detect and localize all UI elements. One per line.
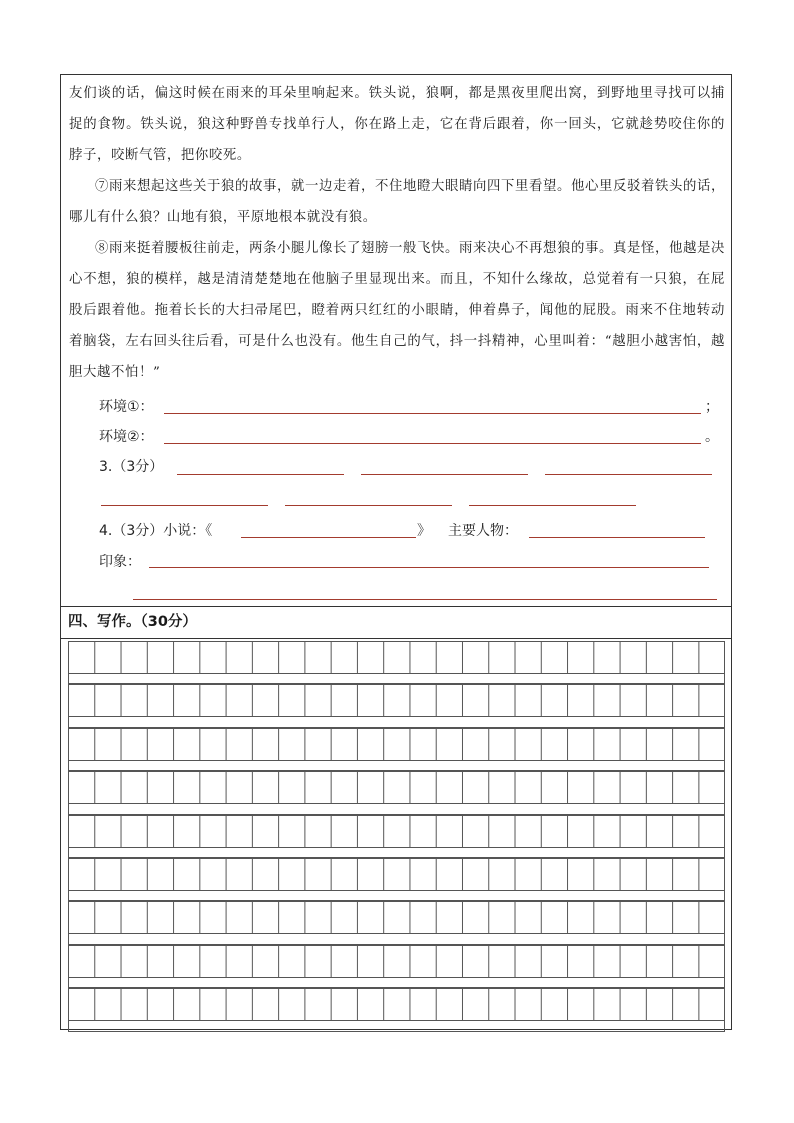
q4-label: 4.（3分）小说：《	[99, 523, 213, 539]
q3-answer-line-4[interactable]	[101, 505, 268, 506]
writing-grid-row[interactable]	[68, 728, 725, 771]
q3-label: 3.（3分）	[99, 459, 164, 475]
q4-person-label: 主要人物：	[448, 523, 518, 539]
writing-grid-spacer	[68, 674, 725, 684]
writing-grid-spacer	[68, 891, 725, 901]
writing-grid-cells[interactable]	[68, 945, 725, 978]
writing-grid-cells[interactable]	[68, 858, 725, 891]
writing-grid-row[interactable]	[68, 901, 725, 944]
writing-grid-row[interactable]	[68, 771, 725, 814]
passage-paragraph-6: 友们谈的话，偏这时候在雨来的耳朵里响起来。铁头说，狼啊，都是黑夜里爬出窝，到野地里寻找可以捕捉的食物。铁头说，狼这种野兽专找单行人，你在路上走，它在背后跟着，你一回头，它就趁势咬住你的脖子，咬断气管，把你咬死。	[69, 86, 725, 163]
q4-impression-label: 印象：	[99, 554, 141, 570]
env2-label: 环境②：	[99, 429, 154, 445]
writing-grid-row[interactable]	[68, 815, 725, 858]
writing-grid-row[interactable]	[68, 858, 725, 901]
q3-answer-line-5[interactable]	[285, 505, 452, 506]
env1-answer-line[interactable]	[164, 413, 701, 414]
writing-grid-cells[interactable]	[68, 728, 725, 761]
env2-end-punct: 。	[705, 429, 719, 445]
q4-impression-line-1[interactable]	[149, 567, 709, 568]
writing-grid-spacer	[68, 761, 725, 771]
env1-label: 环境①：	[99, 399, 154, 415]
writing-grid-cells[interactable]	[68, 988, 725, 1021]
writing-grid-cells[interactable]	[68, 641, 725, 674]
writing-section-title: 四、写作。（30分）	[61, 607, 731, 639]
writing-grid-row[interactable]	[68, 988, 725, 1031]
writing-grid-spacer	[68, 717, 725, 727]
env2-answer-line[interactable]	[164, 443, 701, 444]
writing-grid-row[interactable]	[68, 641, 725, 684]
writing-grid-spacer	[68, 848, 725, 858]
writing-grid-spacer	[68, 804, 725, 814]
writing-grid-row[interactable]	[68, 684, 725, 727]
writing-grid-cells[interactable]	[68, 684, 725, 717]
q4-person-line[interactable]	[529, 537, 705, 538]
writing-grid-cells[interactable]	[68, 901, 725, 934]
writing-grid-spacer	[68, 934, 725, 944]
writing-grid-spacer	[68, 1021, 725, 1031]
q3-answer-line-1[interactable]	[177, 474, 344, 475]
writing-grid[interactable]	[68, 641, 725, 1032]
q3-answer-line-6[interactable]	[469, 505, 636, 506]
env1-end-punct: ；	[705, 399, 719, 415]
writing-grid-cells[interactable]	[68, 815, 725, 848]
q4-novel-line[interactable]	[241, 537, 416, 538]
writing-grid-row[interactable]	[68, 945, 725, 988]
reading-section	[61, 75, 731, 607]
exam-frame	[60, 74, 732, 1030]
q4-impression-line-2[interactable]	[133, 599, 717, 600]
q3-answer-line-3[interactable]	[545, 474, 712, 475]
q3-answer-line-2[interactable]	[361, 474, 528, 475]
writing-grid-spacer	[68, 978, 725, 988]
writing-grid-cells[interactable]	[68, 771, 725, 804]
passage-paragraph-7: ⑦雨来想起这些关于狼的故事，就一边走着，不住地瞪大眼睛向四下里看望。他心里反驳着铁头的话，哪儿有什么狼？山地有狼，平原地根本就没有狼。	[69, 179, 725, 225]
passage-paragraph-8: ⑧雨来挺着腰板往前走，两条小腿儿像长了翅膀一般飞快。雨来决心不再想狼的事。真是怪，他越是决心不想，狼的模样，越是清清楚楚地在他脑子里显现出来。而且，不知什么缘故，总觉着有一只狼，在屁股后跟着他。拖着长长的大扫帚尾巴，瞪着两只红红的小眼睛，伸着鼻子，闻他的屁股。雨来不住地转动着脑袋，左右回头往后看，可是什么也没有。他生自己的气，抖一抖精神，心里叫着：“越胆小越害怕，越胆大越不怕！”	[69, 241, 725, 380]
q4-close-bracket: 》	[417, 523, 431, 539]
